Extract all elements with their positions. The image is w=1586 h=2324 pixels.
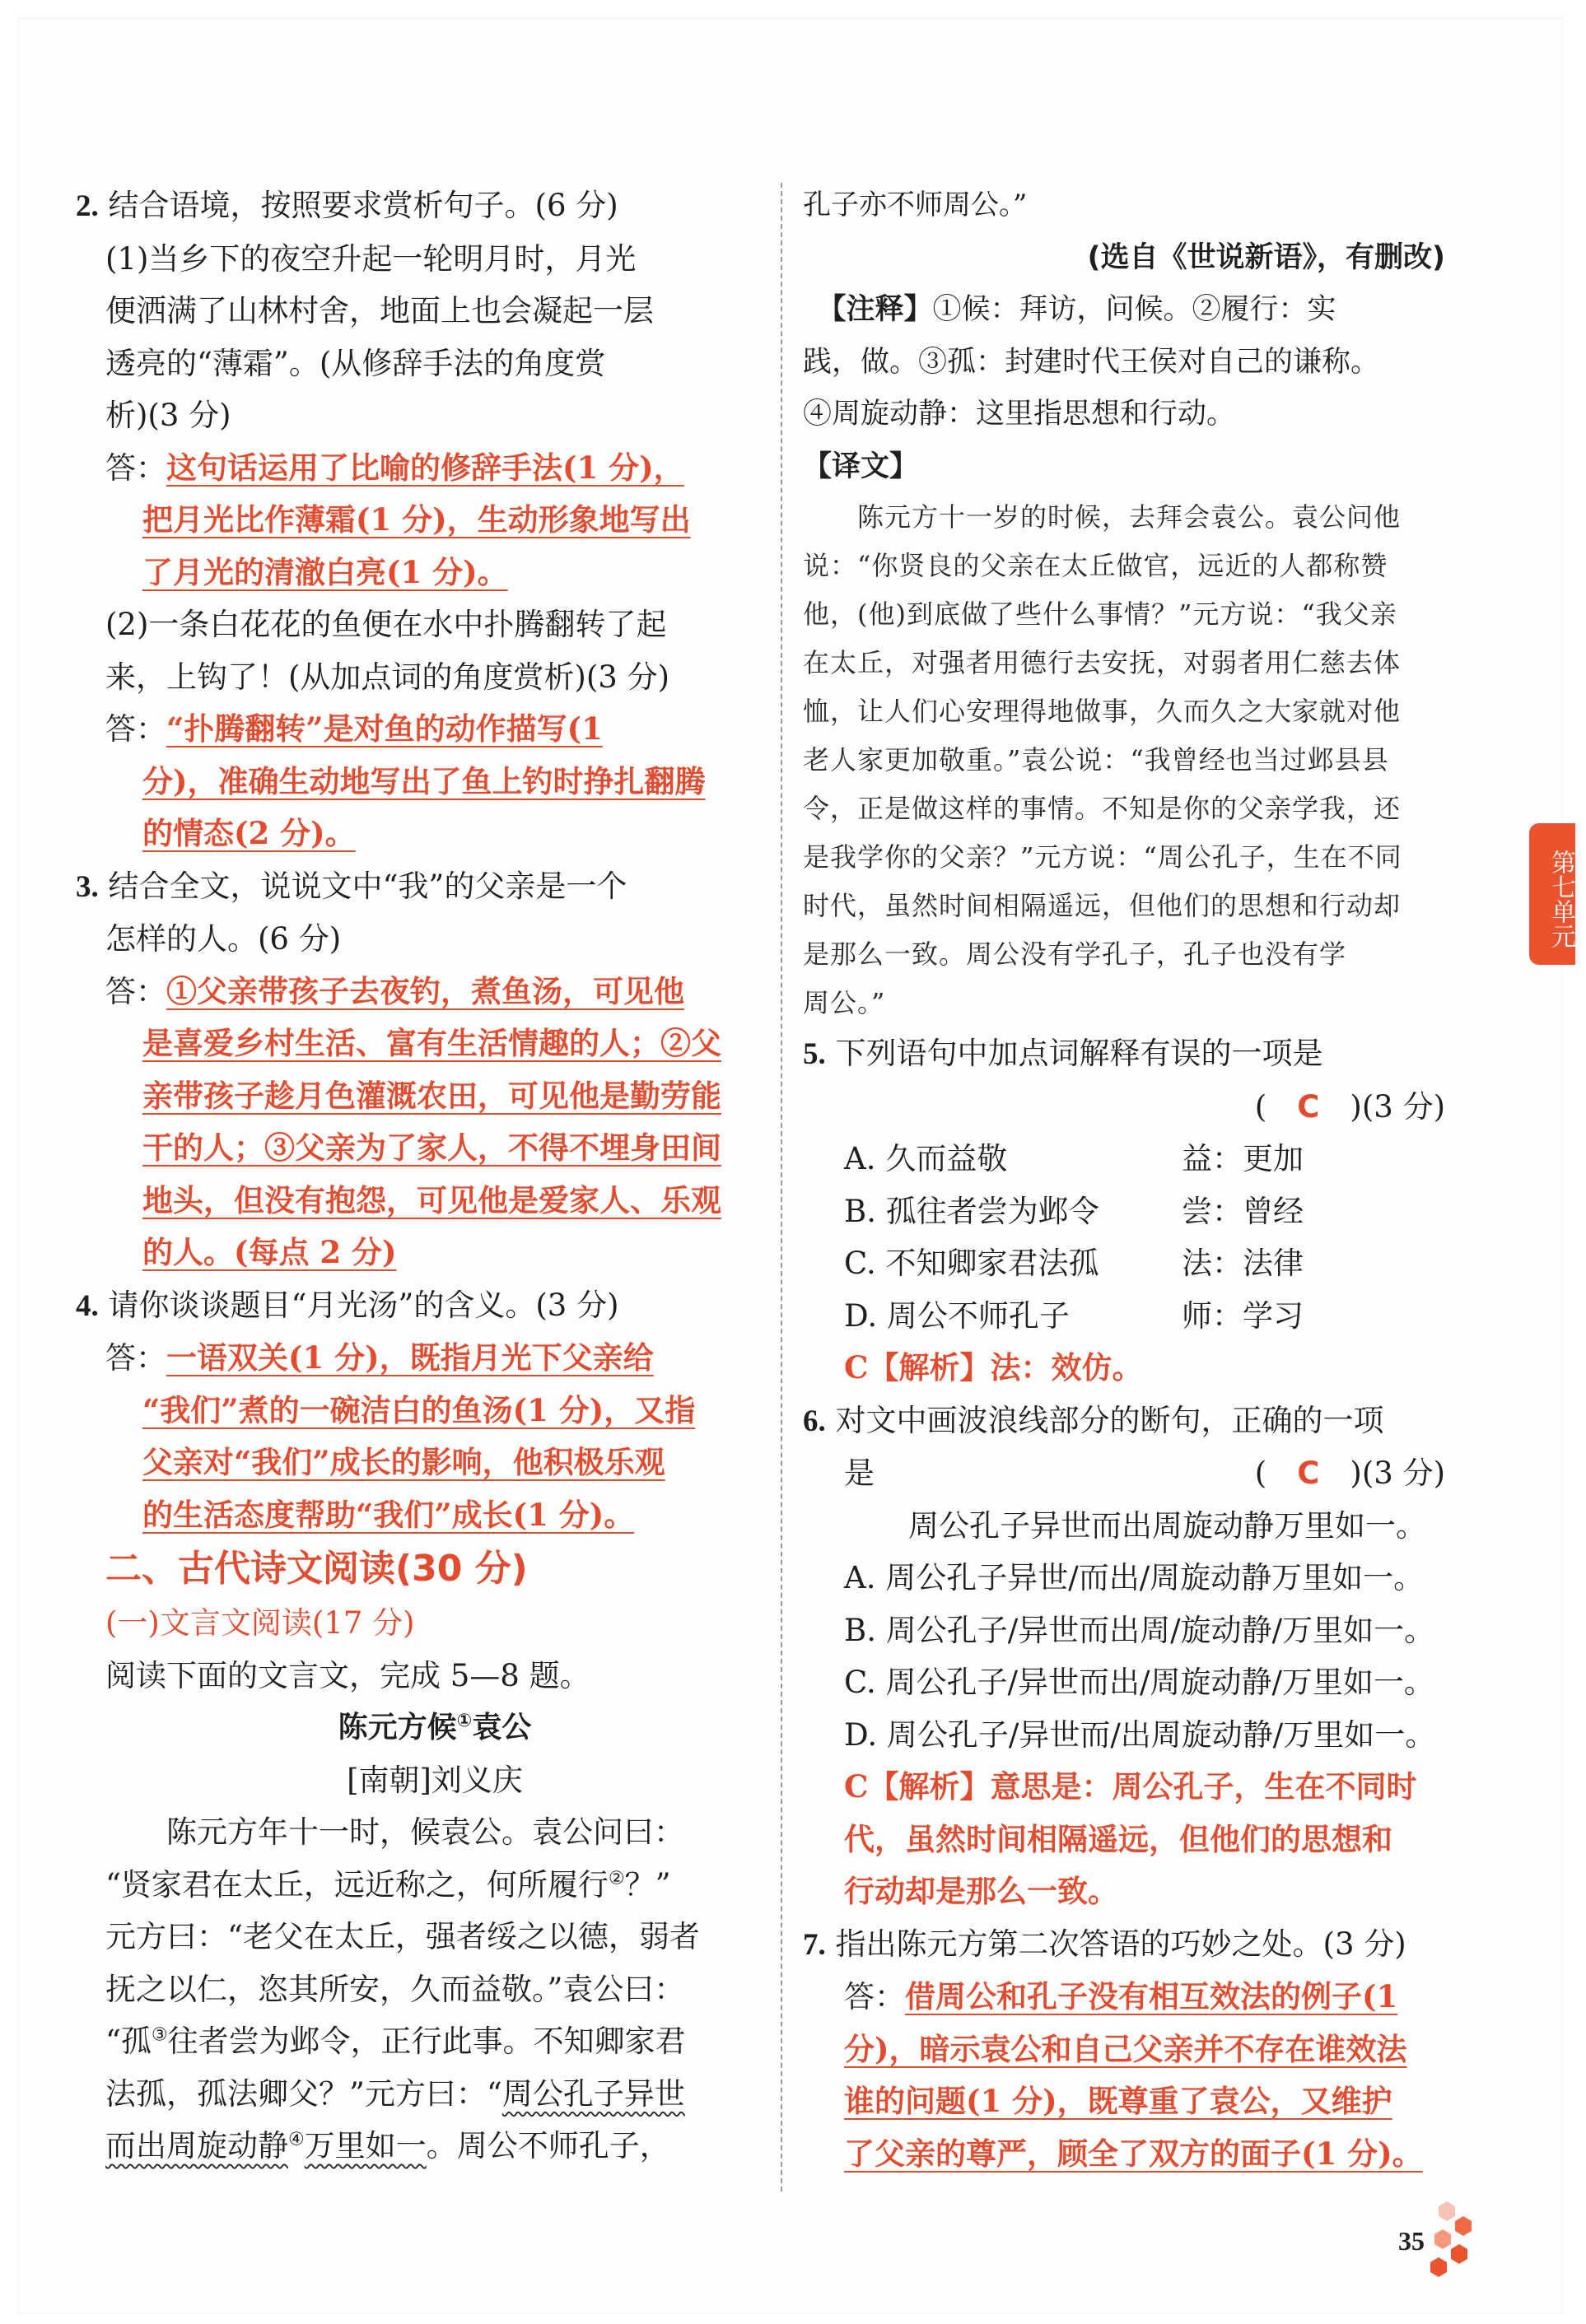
question-5-options [803, 1133, 1462, 1342]
analysis-line: 行动却是那么一致。 [844, 1873, 1118, 1909]
answer-line: 答：借周公和孔子没有相互效法的例子(1 [844, 1978, 1398, 2014]
reading-instruction: 阅读下面的文言文，完成 5—8 题。 [105, 1657, 590, 1693]
translation-line: 恤，让人们心安理得地做事，久而久之大家就对他 [803, 696, 1402, 727]
option-row: A. 周公孔子异世/而出/周旋动静万里如一。 [844, 1560, 1425, 1595]
translation-line: 周公。” [803, 987, 886, 1018]
translation-line: 是我学你的父亲？”元方说：“周公孔子，生在不同 [803, 841, 1402, 873]
answer-line: 谁的问题(1 分)，既尊重了袁公，又维护 [844, 2083, 1392, 2119]
translation-text [803, 493, 1462, 1027]
answer-line: 分)，准确生动地写出了鱼上钓时挣扎翻腾 [142, 762, 706, 799]
column-divider [781, 183, 782, 2191]
question-text: 便洒满了山林村舍，地面上也会凝起一层 [105, 293, 654, 328]
answer-line: 是喜爱乡村生活、富有生活情趣的人；②父 [142, 1025, 721, 1061]
article-line: 陈元方年十一时，候袁公。袁公问曰： [105, 1814, 684, 1850]
article-line: “孤③往者尝为邺令，正行此事。不知卿家君 [105, 2024, 686, 2059]
answer-line: “我们”煮的一碗洁白的鱼汤(1 分)，又指 [142, 1391, 696, 1428]
answer-line: 亲带孩子趁月色灌溉农田，可见他是勤劳能 [142, 1077, 721, 1114]
translation-line: 老人家更加敬重。”袁公说：“我曾经也当过邺县县 [803, 744, 1389, 775]
option-row: C. 不知卿家君法孤 法：法律 [844, 1246, 1304, 1281]
question-heading: 4. 请你谈谈题目“月光汤”的含义。(3 分) [76, 1287, 619, 1323]
page-number: 35 [1398, 2226, 1425, 2256]
translation-line: 在太丘，对强者用德行去安抚，对弱者用仁慈去体 [803, 647, 1402, 678]
question-6-analysis [803, 1761, 1462, 1918]
answer-line: 答：一语双关(1 分)，既指月光下父亲给 [105, 1339, 654, 1376]
translation-line: 他，(他)到底做了些什么事情？”元方说：“我父亲 [803, 598, 1397, 630]
translation-line: 说：“你贤良的父亲在太丘做官，远近的人都称赞 [803, 550, 1388, 581]
question-heading: 3. 结合全文，说说文中“我”的父亲是一个 [76, 868, 627, 904]
subsection-title: (一)文言文阅读(17 分) [105, 1605, 415, 1641]
option-row: B. 孤往者尝为邺令 尝：曾经 [844, 1193, 1304, 1229]
question-text: 透亮的“薄霜”。(从修辞手法的角度赏 [105, 345, 606, 381]
answer-line: 的生活态度帮助“我们”成长(1 分)。 [142, 1496, 635, 1533]
question-6-choice: C [1297, 1455, 1320, 1491]
answer-line: 答：“扑腾翻转”是对鱼的动作描写(1 [105, 710, 603, 747]
article-line: “贤家君在太丘，远近称之，何所履行②？” [105, 1866, 671, 1903]
question-6-options [803, 1552, 1462, 1761]
answer-line: 了月光的清澈白亮(1 分)。 [142, 553, 508, 590]
translation-line: 时代，虽然时间相隔遥远，但他们的思想和行动却 [803, 890, 1402, 921]
answer-line: 父亲对“我们”成长的影响，他积极乐观 [142, 1444, 665, 1480]
question-text: 怎样的人。(6 分) [105, 921, 342, 957]
analysis-line: C【解析】意思是：周公孔子，生在不同时 [844, 1768, 1417, 1805]
analysis-line: 代，虽然时间相隔遥远，但他们的思想和 [844, 1820, 1392, 1857]
question-5: 5. 下列语句中加点词解释有误的一项是 [803, 1036, 1323, 1071]
option-row: B. 周公孔子/异世而出周/旋动静/万里如一。 [844, 1612, 1435, 1648]
option-row: D. 周公孔子/异世而/出周旋动静/万里如一。 [844, 1716, 1436, 1753]
article-author: [南朝]刘义庆 [347, 1762, 523, 1798]
right-column [803, 179, 1462, 2180]
answer-line: 把月光比作薄霜(1 分)，生动形象地写出 [142, 501, 691, 538]
article-line: 抚之以仁，恣其所安，久而益敬。”袁公曰： [105, 1971, 685, 2007]
notes-line: 【注释】①候：拜访，问候。②履行：实 [832, 293, 1336, 326]
question-text: (1)当乡下的夜空升起一轮明月时，月光 [105, 240, 637, 277]
question-6: 6. 对文中画波浪线部分的断句，正确的一项 [803, 1402, 1384, 1438]
translation-label: 【译文】 [803, 449, 919, 483]
question-6-sentence: 周公孔子异世而出周旋动静万里如一。 [908, 1507, 1426, 1544]
translation-line: 陈元方十一岁的时候，去拜会袁公。袁公问他 [803, 501, 1402, 533]
unit-side-tab: 第七单元 [1529, 823, 1575, 965]
option-row: D. 周公不师孔子 师：学习 [844, 1297, 1304, 1334]
answer-line: 地头，但没有抱怨，可见他是爱家人、乐观 [142, 1181, 721, 1218]
translation-line: 是那么一致。周公没有学孔子，孔子也没有学 [803, 938, 1347, 970]
question-5-answer-row: ( C )(3 分) [1254, 1088, 1445, 1125]
question-5-choice: C [1297, 1088, 1320, 1125]
left-column [76, 179, 764, 2173]
article-line: 孔子亦不师周公。” [803, 189, 1028, 221]
question-7-answer [803, 1971, 1462, 2180]
question-text: 来，上钩了！(从加点词的角度赏析)(3 分) [105, 659, 670, 695]
article-line: 而出周旋动静④万里如一。周公不师孔子， [105, 2128, 670, 2163]
article-line: 元方曰：“老父在太丘，强者绥之以德，弱者 [105, 1919, 700, 1954]
answer-line: 答：①父亲带孩子去夜钓，煮鱼汤，可见他 [105, 972, 684, 1009]
left-question-list [76, 179, 764, 1541]
translation-line: 令，正是做这样的事情。不知是你的父亲学我，还 [803, 793, 1402, 824]
notes-line: 践，做。③孤：封建时代王侯对自己的谦称。 [803, 345, 1380, 379]
question-5-analysis: C【解析】法：效仿。 [844, 1349, 1143, 1386]
decorative-hexagons-icon [1418, 2196, 1476, 2279]
answer-line: 分)，暗示袁公和自己父亲并不存在谁效法 [844, 2030, 1407, 2067]
section-title: 二、古代诗文阅读(30 分) [105, 1548, 528, 1590]
answer-line: 干的人；③父亲为了家人，不得不埋身田间 [142, 1129, 721, 1166]
article-title: 陈元方候①袁公 [338, 1711, 532, 1744]
option-row: A. 久而益敬 益：更加 [844, 1141, 1304, 1176]
answer-line: 的情态(2 分)。 [142, 815, 356, 851]
notes-line: ④周旋动静：这里指思想和行动。 [803, 398, 1236, 431]
article-line: 法孤，孤法卿父？”元方曰：“周公孔子异世 [105, 2075, 685, 2112]
question-heading: 2. 结合语境，按照要求赏析句子。(6 分) [76, 188, 618, 223]
article-source: (选自《世说新语》，有删改) [1087, 240, 1445, 274]
question-7: 7. 指出陈元方第二次答语的巧妙之处。(3 分) [803, 1926, 1406, 1962]
option-row: C. 周公孔子/异世而出/周旋动静/万里如一。 [844, 1665, 1434, 1700]
question-text: 析)(3 分) [105, 398, 231, 433]
answer-line: 答：这句话运用了比喻的修辞手法(1 分)， [105, 449, 684, 486]
question-text: (2)一条白花花的鱼便在水中扑腾翻转了起 [105, 607, 667, 642]
answer-line: 的人。(每点 2 分) [142, 1234, 397, 1270]
question-6-answer-row: 是 ( C )(3 分) [844, 1455, 1445, 1491]
answer-line: 了父亲的尊严，顾全了双方的面子(1 分)。 [844, 2135, 1423, 2172]
